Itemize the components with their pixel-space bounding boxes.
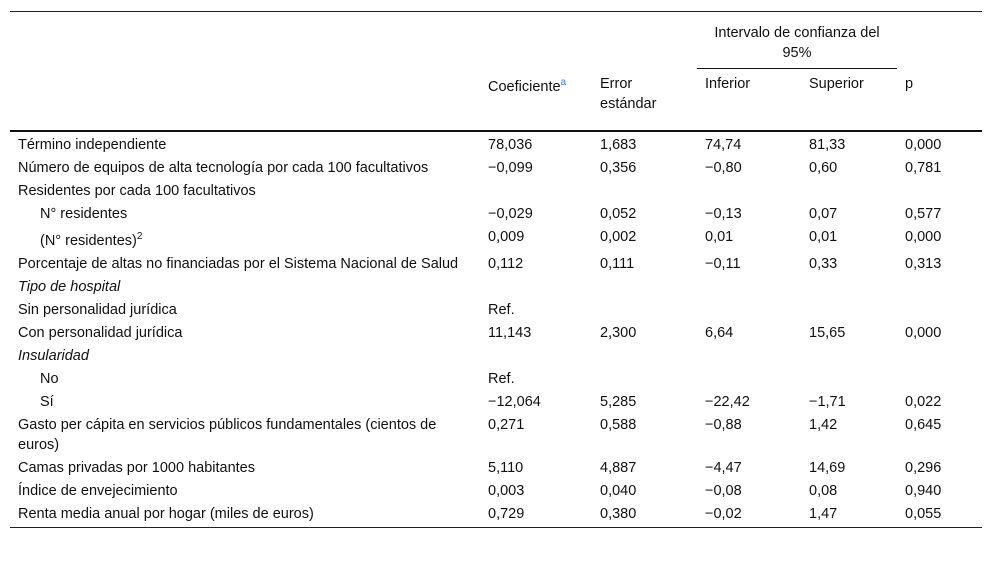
cell-se: 0,356 <box>600 160 637 176</box>
cell-lower: 74,74 <box>705 137 742 153</box>
cell-upper <box>801 367 897 390</box>
table-row <box>10 180 982 203</box>
cell-se: 2,300 <box>600 324 637 341</box>
row-label: N° residentes <box>40 206 128 222</box>
cell-coef <box>480 275 592 298</box>
cell-p: 0,000 <box>905 229 942 245</box>
table-row <box>10 252 982 275</box>
header-p: p <box>897 69 982 132</box>
regression-table <box>10 11 982 528</box>
row-label: Sí <box>40 393 54 410</box>
header-row-columns <box>10 69 982 132</box>
row-label: No <box>40 370 59 387</box>
cell-p <box>897 298 982 321</box>
table-row <box>10 502 982 527</box>
cell-se: 4,887 <box>600 459 637 476</box>
cell-p: 0,000 <box>905 324 942 341</box>
header-se: Error estándar <box>592 69 697 132</box>
table-body <box>10 131 982 527</box>
cell-upper <box>801 275 897 298</box>
cell-lower: −0,08 <box>705 482 742 499</box>
cell-se <box>592 275 697 298</box>
cell-p: 0,000 <box>905 137 942 153</box>
cell-p: 0,940 <box>905 482 942 499</box>
cell-p <box>897 180 982 203</box>
cell-upper: 0,33 <box>809 255 838 272</box>
cell-upper <box>801 344 897 367</box>
table-row <box>10 131 982 157</box>
cell-coef: 0,009 <box>488 229 525 245</box>
cell-coef <box>480 180 592 203</box>
cell-coef: 11,143 <box>488 324 532 341</box>
cell-se: 0,380 <box>592 502 697 527</box>
row-label: (N° residentes)$^2$ <box>40 231 143 249</box>
cell-lower: −22,42 <box>705 393 750 410</box>
table-row <box>10 226 982 253</box>
table-row <box>10 298 982 321</box>
cell-upper: 14,69 <box>809 459 846 476</box>
cell-p: 0,022 <box>905 393 942 410</box>
header-upper: Superior <box>801 69 897 132</box>
cell-coef: 0,112 <box>488 255 524 272</box>
cell-se: 1,683 <box>600 137 637 153</box>
row-label: Tipo de hospital <box>18 278 121 295</box>
cell-se: 0,040 <box>600 482 637 499</box>
row-label: Gasto per cápita en servicios públicos fundamentales (cientos de euros) <box>18 416 437 453</box>
cell-p: 0,313 <box>905 255 942 272</box>
cell-upper: 1,47 <box>801 502 897 527</box>
header-coef: Coeficiente$^a$ <box>480 69 592 132</box>
cell-upper: 0,07 <box>809 206 838 222</box>
ci-group-header: Intervalo de confianza del 95% <box>697 12 897 69</box>
cell-lower: −0,13 <box>705 206 742 222</box>
table-row <box>10 203 982 226</box>
table-row <box>10 321 982 344</box>
row-label: Número de equipos de alta tecnología por cada 100 facultativos <box>18 160 429 176</box>
cell-lower: −0,88 <box>705 416 742 433</box>
cell-se <box>592 344 697 367</box>
cell-se <box>592 180 697 203</box>
table-row <box>10 157 982 180</box>
regression-table-container <box>10 11 982 528</box>
cell-p: 0,781 <box>905 160 942 176</box>
cell-p: 0,055 <box>897 502 982 527</box>
cell-lower <box>697 180 801 203</box>
cell-se: 5,285 <box>600 393 637 410</box>
cell-lower <box>697 344 801 367</box>
cell-se <box>592 367 697 390</box>
cell-upper <box>801 298 897 321</box>
cell-se: 0,588 <box>600 416 637 433</box>
cell-coef: −12,064 <box>488 393 541 410</box>
cell-upper: 81,33 <box>809 137 846 153</box>
cell-p <box>897 367 982 390</box>
row-label: Renta media anual por hogar (miles de euros) <box>10 502 480 527</box>
table-row <box>10 275 982 298</box>
cell-p <box>897 275 982 298</box>
cell-coef: 78,036 <box>488 137 533 153</box>
row-label: Con personalidad jurídica <box>18 324 183 341</box>
cell-lower: 6,64 <box>705 324 734 341</box>
cell-coef: −0,029 <box>488 206 533 222</box>
cell-coef: −0,099 <box>488 160 533 176</box>
cell-coef <box>480 344 592 367</box>
cell-p <box>897 344 982 367</box>
cell-coef: Ref. <box>488 301 515 318</box>
cell-lower <box>697 367 801 390</box>
cell-coef: 0,003 <box>488 482 525 499</box>
exponent: 2 <box>136 231 143 242</box>
cell-upper: −1,71 <box>809 393 846 410</box>
cell-lower: 0,01 <box>705 229 734 245</box>
cell-coef: 0,271 <box>488 416 525 433</box>
table-row <box>10 479 982 502</box>
cell-lower: −0,11 <box>705 255 741 272</box>
cell-lower: −0,80 <box>705 160 742 176</box>
cell-upper: 1,42 <box>809 416 838 433</box>
cell-se <box>592 298 697 321</box>
cell-upper: 0,08 <box>809 482 838 499</box>
coef-footnote-marker: a <box>560 76 567 88</box>
table-row <box>10 344 982 367</box>
cell-upper: 0,60 <box>809 160 838 176</box>
table-row <box>10 367 982 390</box>
row-label: Índice de envejecimiento <box>18 482 178 499</box>
cell-p: 0,645 <box>905 416 942 433</box>
cell-upper <box>801 180 897 203</box>
cell-upper: 15,65 <box>809 324 846 341</box>
cell-p: 0,577 <box>905 206 942 222</box>
header-lower: Inferior <box>697 69 801 132</box>
cell-coef: 5,110 <box>488 459 524 476</box>
cell-se: 0,002 <box>600 229 637 245</box>
table-row <box>10 390 982 413</box>
row-label: Camas privadas por 1000 habitantes <box>18 459 255 476</box>
cell-upper: 0,01 <box>809 229 838 245</box>
table-row <box>10 456 982 479</box>
cell-p: 0,296 <box>905 459 942 476</box>
cell-coef: 0,729 <box>480 502 592 527</box>
cell-lower: −0,02 <box>697 502 801 527</box>
cell-lower <box>697 298 801 321</box>
table-row <box>10 413 982 456</box>
row-label: Residentes por cada 100 facultativos <box>18 183 256 199</box>
header-row-group <box>10 12 982 69</box>
cell-lower: −4,47 <box>705 459 742 476</box>
cell-se: 0,111 <box>600 255 635 272</box>
cell-coef: Ref. <box>488 370 515 387</box>
row-label: Insularidad <box>18 347 89 364</box>
cell-se: 0,052 <box>600 206 637 222</box>
cell-lower <box>697 275 801 298</box>
row-label: Porcentaje de altas no financiadas por el Sistema Nacional de Salud <box>18 255 459 272</box>
row-label: Sin personalidad jurídica <box>18 301 177 318</box>
row-label: Término independiente <box>18 137 167 153</box>
